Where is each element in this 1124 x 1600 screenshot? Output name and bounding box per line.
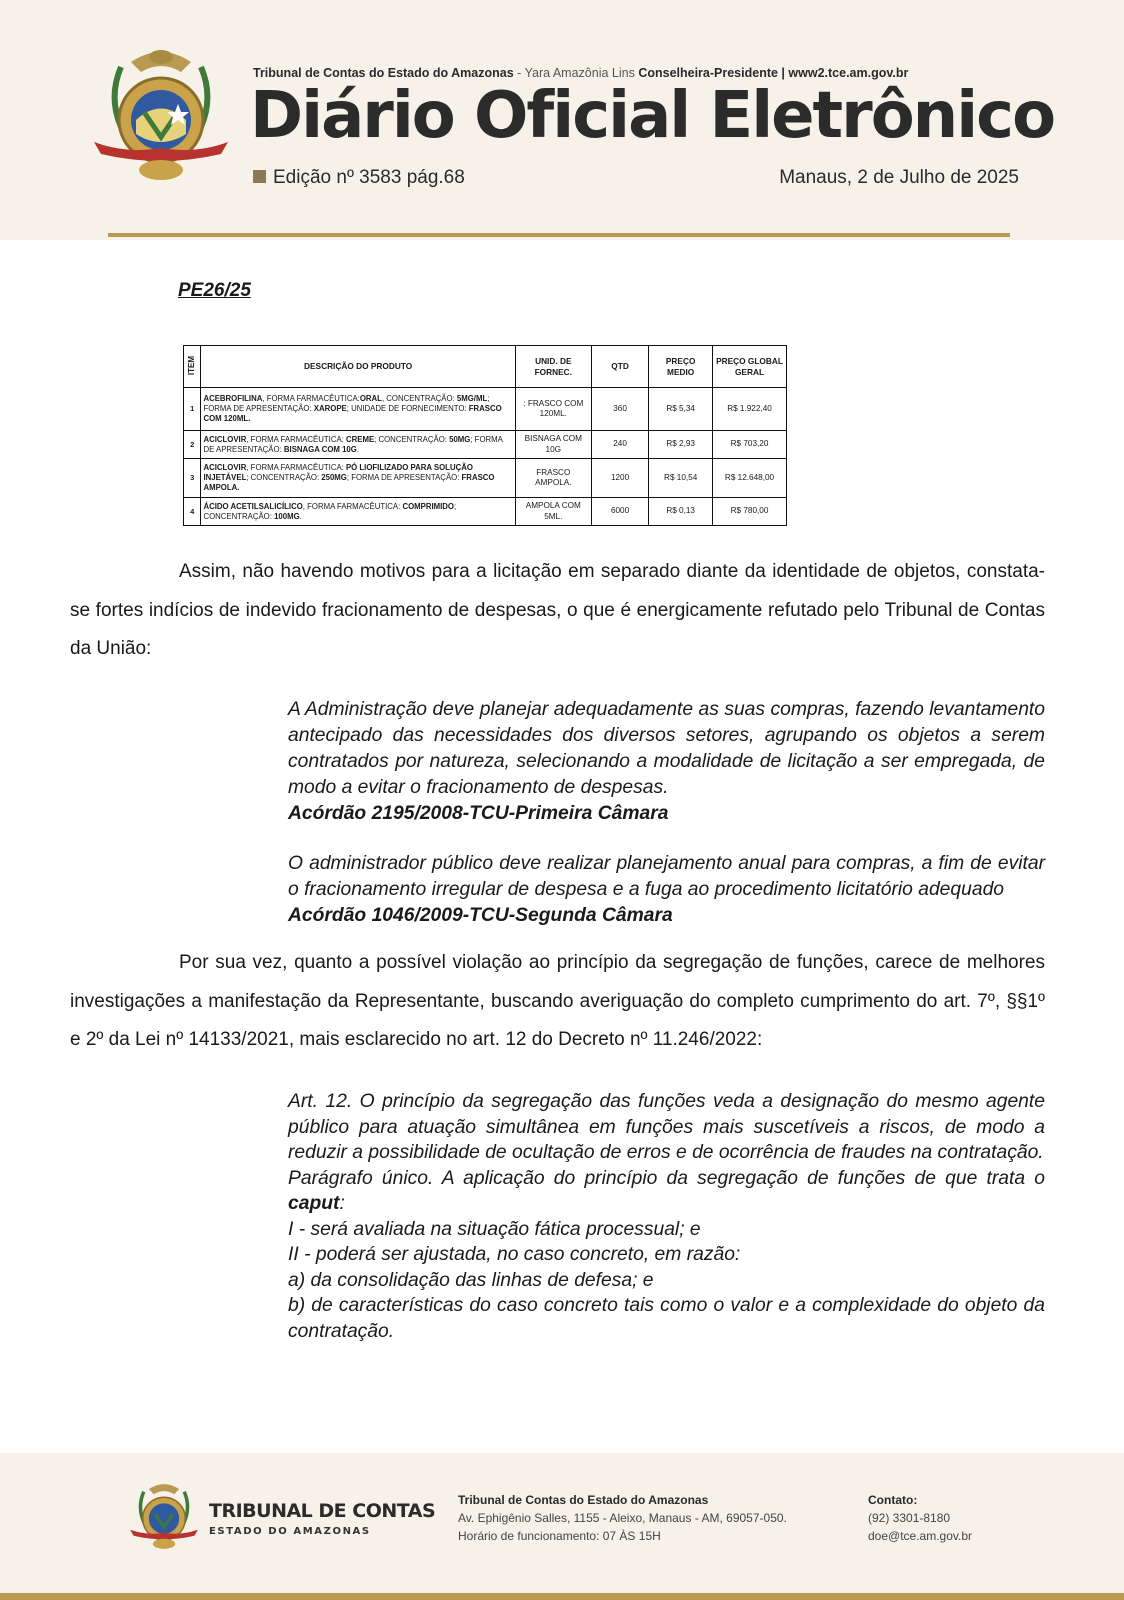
footer-address-line: Av. Ephigênio Salles, 1155 - Aleixo, Manaus - AM, 69057-050. (458, 1511, 787, 1525)
edition-info (253, 167, 465, 189)
body-paragraph-2: Por sua vez, quanto a possível violação ao princípio da segregação de funções, carece de melhores investigações a manifestação da Representante, buscando averiguação do completo cumprimento do art. 7º, §§1º e 2º da Lei nº 14133/2021, mais esclarecido no art. 12 do Decreto nº 11.246/2022: (70, 952, 1045, 1050)
inciso-i: I - será avaliada na situação fática processual; e (288, 1218, 701, 1240)
citation-block-2 (288, 851, 1045, 929)
edition-text: Edição nº 3583 pág.68 (273, 167, 465, 188)
president-role: Conselheira-Presidente (638, 66, 778, 80)
col-header-qty: QTD (591, 346, 649, 388)
cell-description: ACEBROFILINA, FORMA FARMACÊUTICA:ORAL, CONCENTRAÇÃO: 5MG/ML; FORMA DE APRESENTAÇÃO: XAROPE; UNIDADE DE FORNECIMENTO: FRASCO COM 120ML. (201, 388, 515, 431)
cell-item: 2 (184, 431, 201, 459)
alinea-a: a) da consolidação das linhas de defesa; e (288, 1269, 654, 1291)
table-row (184, 459, 787, 498)
citation-reference: Acórdão 2195/2008-TCU-Primeira Câmara (288, 803, 669, 824)
cell-item: 3 (184, 459, 201, 498)
table-row (184, 498, 787, 526)
cell-description: ACICLOVIR, FORMA FARMACÊUTICA: CREME; CONCENTRAÇÃO: 50MG; FORMA DE APRESENTAÇÃO: BISNAGA COM 10G. (201, 431, 515, 459)
footer-contact (868, 1491, 972, 1545)
citation-text: A Administração deve planejar adequadamente as suas compras, fazendo levantamento antecipado das necessidades dos diversos setores, agrupando os objetos a serem contratados por natureza, selecionando a modalidade de licitação a ser empregada, de modo a evitar o fracionamento de despesas. (288, 699, 1045, 798)
footer-org-subtitle: ESTADO DO AMAZONAS (209, 1526, 371, 1537)
president-name: Yara Amazônia Lins (524, 66, 635, 80)
table-header-row (184, 346, 787, 388)
cell-qty: 360 (591, 388, 649, 431)
cell-avg-price: R$ 0,13 (649, 498, 713, 526)
citation-block-3 (288, 1089, 1045, 1344)
alinea-b: b) de características do caso concreto tais como o valor e a complexidade do objeto da contratação. (288, 1295, 1045, 1342)
inciso-ii: II - poderá ser ajustada, no caso concreto, em razão: (288, 1244, 741, 1265)
cell-qty: 6000 (591, 498, 649, 526)
cell-global-price: R$ 703,20 (713, 431, 787, 459)
citation-text: O administrador público deve realizar planejamento anual para compras, a fim de evitar o fracionamento irregular de despesa e a fuga ao procedimento licitatório adequado (288, 853, 1045, 900)
article-text: Art. 12. O princípio da segregação das funções veda a designação do mesmo agente público para atuação simultânea em funções mais suscetíveis a riscos, de modo a reduzir a possibilidade de ocultação de erros e de ocorrência de fraudes na contratação. (288, 1091, 1045, 1163)
cell-description: ÁCIDO ACETILSALICÍLICO, FORMA FARMACÊUTICA: COMPRIMIDO; CONCENTRAÇÃO: 100MG. (201, 498, 515, 526)
header-divider (108, 233, 1010, 237)
tce-coat-of-arms-logo (86, 42, 236, 192)
paragrafo-unico: Parágrafo único. A aplicação do princípio da segregação de funções de que trata o caput: (288, 1167, 1045, 1214)
footer-org-name: TRIBUNAL DE CONTAS (209, 1500, 436, 1522)
cell-unit: : FRASCO COM 120ML. (515, 388, 591, 431)
cell-global-price: R$ 1.922,40 (713, 388, 787, 431)
cell-avg-price: R$ 10,54 (649, 459, 713, 498)
cell-unit: AMPOLA COM 5ML. (515, 498, 591, 526)
col-header-global-price: PREÇO GLOBAL GERAL (713, 346, 787, 388)
page-header (0, 0, 1124, 240)
footer-gold-bar (0, 1593, 1124, 1600)
cell-unit: FRASCO AMPOLA. (515, 459, 591, 498)
cell-qty: 1200 (591, 459, 649, 498)
cell-qty: 240 (591, 431, 649, 459)
publication-date: Manaus, 2 de Julho de 2025 (779, 167, 1019, 188)
cell-item: 4 (184, 498, 201, 526)
footer-address (458, 1491, 787, 1545)
body-paragraph-1: Assim, não havendo motivos para a licitação em separado diante da identidade de objetos, constata-se fortes indícios de indevido fracionamento de despesas, o que é energicamente refutado pelo Tribunal de Contas da União: (70, 561, 1045, 659)
footer-hours: Horário de funcionamento: 07 ÀS 15H (458, 1529, 661, 1543)
cell-avg-price: R$ 2,93 (649, 431, 713, 459)
cell-item: 1 (184, 388, 201, 431)
col-header-item: ITEM (184, 346, 201, 388)
website-link[interactable]: www2.tce.am.gov.br (788, 66, 909, 80)
cell-global-price: R$ 780,00 (713, 498, 787, 526)
institution-name: Tribunal de Contas do Estado do Amazonas (253, 66, 514, 80)
journal-title: Diário Oficial Eletrônico (250, 79, 1055, 153)
page-footer (0, 1453, 1124, 1600)
footer-phone[interactable]: (92) 3301-8180 (868, 1511, 951, 1525)
tce-coat-of-arms-footer-logo (126, 1479, 202, 1555)
col-header-unit: UNID. DE FORNEC. (515, 346, 591, 388)
products-table (183, 345, 787, 526)
cell-unit: BISNAGA COM 10G (515, 431, 591, 459)
header-info-line: Tribunal de Contas do Estado do Amazonas - Yara Amazônia Lins Conselheira-Presidente | www2.tce.am.gov.br (253, 66, 909, 80)
table-row (184, 431, 787, 459)
footer-email[interactable]: doe@tce.am.gov.br (868, 1529, 973, 1543)
table-row (184, 388, 787, 431)
cell-description: ACICLOVIR, FORMA FARMACÊUTICA: PÓ LIOFILIZADO PARA SOLUÇÃO INJETÁVEL; CONCENTRAÇÃO: 250MG; FORMA DE APRESENTAÇÃO: FRASCO AMPOLA. (201, 459, 515, 498)
cell-avg-price: R$ 5,34 (649, 388, 713, 431)
square-bullet-icon (253, 170, 266, 183)
citation-reference: Acórdão 1046/2009-TCU-Segunda Câmara (288, 905, 673, 926)
col-header-description: DESCRIÇÃO DO PRODUTO (201, 346, 515, 388)
footer-address-title: Tribunal de Contas do Estado do Amazonas (458, 1493, 709, 1507)
process-code: PE26/25 (178, 280, 251, 301)
col-header-avg-price: PREÇO MEDIO (649, 346, 713, 388)
citation-block-1 (288, 697, 1045, 827)
cell-global-price: R$ 12.648,00 (713, 459, 787, 498)
footer-contact-title: Contato: (868, 1493, 918, 1507)
